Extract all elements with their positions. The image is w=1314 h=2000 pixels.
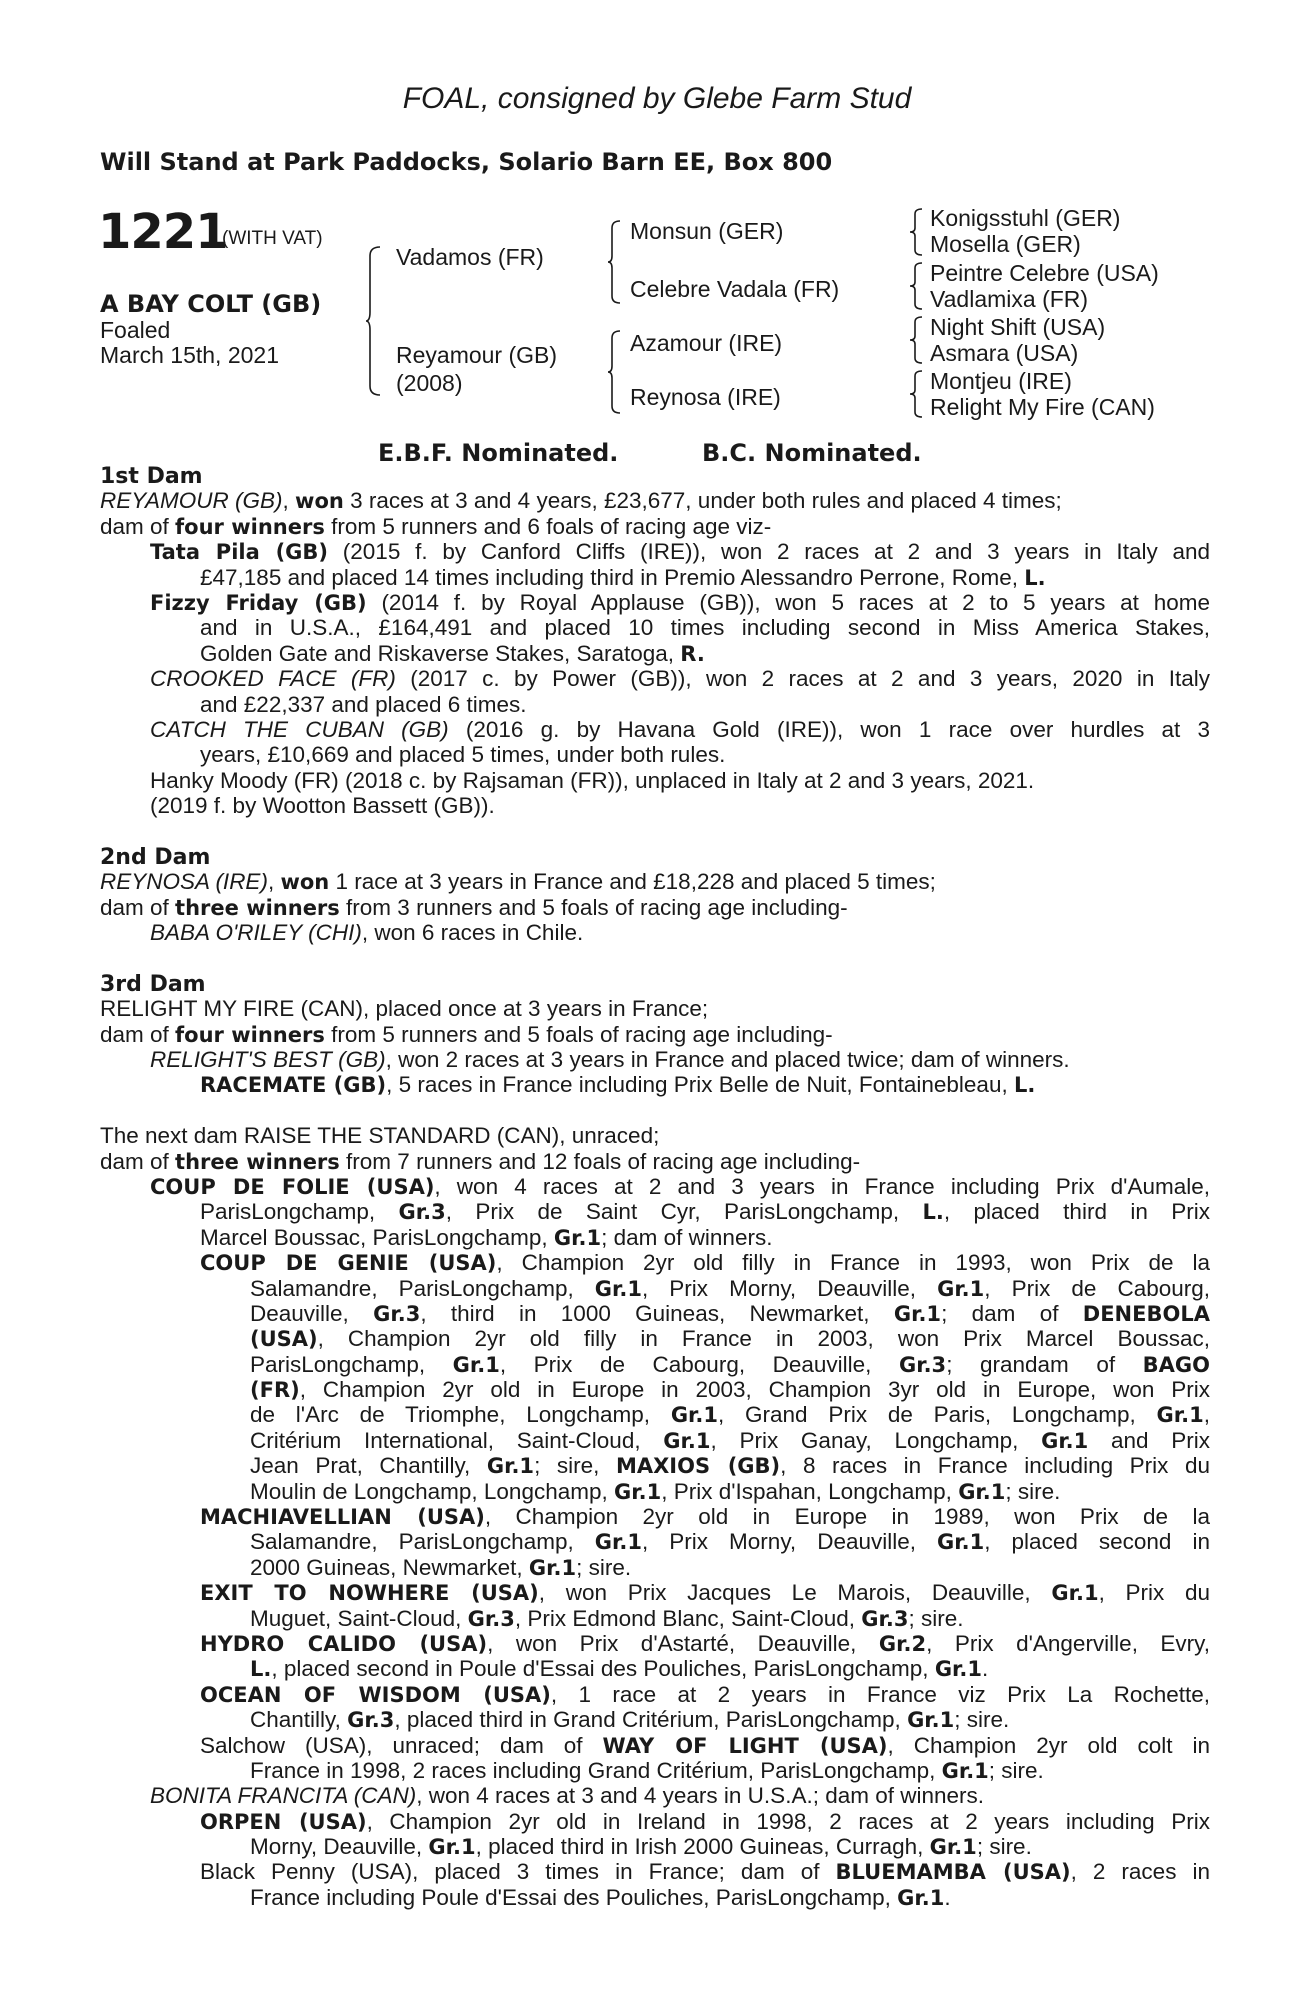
bold-text: OCEAN OF WISDOM (USA) [200,1682,551,1707]
text-run: 2000 Guineas, Newmarket, [250,1554,529,1580]
text-line [100,590,1210,615]
text-run: , placed third in Prix [943,1199,1210,1225]
bold-text: Gr.1 [1041,1428,1089,1453]
pedigree-g3-8: Relight My Fire (CAN) [930,394,1155,420]
pedigree-sire: Vadamos (FR) [396,244,544,270]
text-line [100,920,1210,945]
text-line [100,1352,1210,1377]
text-run: (2015 f. by Canford Cliffs (IRE)), won 2 races at 2 and 3 years in Italy and [328,539,1210,565]
text-run: , 8 races in France including Prix du [780,1453,1210,1479]
text-line [100,463,1210,488]
bold-text: Gr.3 [898,1352,947,1377]
text-line [100,1834,1210,1859]
text-run: , Champion 2yr old in Europe in 1989, won Prix de la [484,1504,1210,1530]
pedigree-g3-5: Night Shift (USA) [930,314,1106,340]
text-run: , 5 races in France including Prix Belle de Nuit, Fontainebleau, [386,1072,1014,1098]
bold-text: Gr.1 [958,1479,1006,1504]
text-run: France including Poule d'Essai des Pouliches, ParisLongchamp, [250,1884,898,1910]
text-run: Marcel Boussac, ParisLongchamp, [200,1224,554,1250]
text-line [100,1250,1210,1275]
text-run: ; sire. [976,1834,1032,1860]
text-line [100,1022,1210,1047]
lot-number: 1221 [98,204,228,260]
bold-text: Gr.1 [670,1403,719,1428]
italic-text: BONITA FRANCITA (CAN) [150,1783,417,1809]
bold-text: HYDRO CALIDO (USA) [200,1631,488,1656]
pedigree-dam: Reyamour (GB) [396,342,558,368]
text-line [100,1656,1210,1681]
bold-text: Gr.2 [878,1631,927,1656]
blank-line [100,1098,1210,1123]
bold-text: four winners [175,514,325,539]
text-line [100,666,1210,691]
bold-text: Gr.1 [907,1708,955,1733]
foaled-label: Foaled [100,317,171,343]
pedigree-brace-main [366,246,382,396]
text-line [100,1733,1210,1758]
text-run: from 3 runners and 5 foals of racing age including- [339,894,848,920]
bold-text: Gr.1 [594,1276,642,1301]
vat-note: (WITH VAT) [222,228,323,249]
text-run: Moulin de Longchamp, Longchamp, [250,1478,614,1504]
text-line [100,1859,1210,1884]
bold-text: BAGO [1142,1352,1210,1377]
text-run: from 5 runners and 6 foals of racing age viz- [324,513,772,539]
pedigree-brace-g3-3 [910,316,924,364]
bold-text: EXIT TO NOWHERE (USA) [200,1581,539,1606]
pedigree-sire-sire: Monsun (GER) [630,218,784,244]
text-line [100,1072,1210,1097]
blank-line [100,818,1210,843]
text-run: (2014 f. by Royal Applause (GB)), won 5 races at 2 to 5 years at home [366,589,1210,615]
text-run: dam of [100,1148,176,1174]
italic-text: CROOKED FACE (FR) [150,666,396,692]
text-run: , Prix de Cabourg, Deauville, [499,1351,899,1377]
text-run: , Prix de Saint Cyr, ParisLongchamp, [445,1199,923,1225]
text-run: Deauville, [250,1300,374,1326]
bold-text: Gr.1 [553,1225,602,1250]
text-run: , Prix d'Angerville, Evry, [926,1630,1210,1656]
text-run: , placed third in Irish 2000 Guineas, Curragh, [475,1834,930,1860]
text-line [100,1682,1210,1707]
bc-nomination: B.C. Nominated. [702,439,922,467]
pedigree-dam-sire: Azamour (IRE) [630,330,783,356]
text-run: ; grandam of [946,1351,1143,1377]
text-line [100,1758,1210,1783]
bold-text: Gr.3 [861,1606,909,1631]
text-run: , Prix Morny, Deauville, [641,1275,938,1301]
pedigree-brace-g3-4 [910,370,924,418]
pedigree-page-body [100,463,1210,1910]
text-run: Muguet, Saint-Cloud, [250,1605,468,1631]
text-run: , won 4 races at 3 and 4 years in U.S.A.; dam of winners. [416,1783,985,1809]
italic-text: BABA O'RILEY (CHI) [150,920,362,946]
text-line [100,793,1210,818]
pedigree-dam-dam: Reynosa (IRE) [630,384,781,410]
text-line [100,742,1210,767]
text-line [100,844,1210,869]
text-run: , [282,488,296,514]
section-heading: 1st Dam [100,464,203,489]
text-run: ParisLongchamp, [200,1199,399,1225]
pedigree-sire-dam: Celebre Vadala (FR) [630,276,840,302]
bold-text: R. [680,641,705,666]
text-run: , 1 race at 2 years in France viz Prix La Rochette, [550,1681,1210,1707]
foaled-date: March 15th, 2021 [100,342,280,368]
text-run: and Prix [1088,1427,1210,1453]
text-run: Golden Gate and Riskaverse Stakes, Saratoga, [200,640,681,666]
text-run: , won 6 races in Chile. [361,920,584,946]
italic-text: REYNOSA (IRE) [100,869,268,895]
text-run: and £22,337 and placed 6 times. [200,691,527,717]
bold-text: Gr.1 [937,1276,985,1301]
text-run: , placed second in Poule d'Essai des Pouliches, ParisLongchamp, [271,1656,935,1682]
bold-text: MACHIAVELLIAN (USA) [200,1505,485,1530]
text-line [100,539,1210,564]
text-run: France in 1998, 2 races including Grand Critérium, ParisLongchamp, [250,1757,942,1783]
pedigree-g3-2: Mosella (GER) [930,231,1081,257]
bold-text: L. [1013,1073,1036,1098]
text-run: , Prix Morny, Deauville, [641,1529,938,1555]
text-line [100,1174,1210,1199]
bold-text: BLUEMAMBA (USA) [835,1860,1071,1885]
bold-text: Gr.1 [1051,1581,1099,1606]
stand-location: Will Stand at Park Paddocks, Solario Barn EE, Box 800 [100,148,833,176]
bold-text: Gr.1 [452,1352,500,1377]
text-run: , [1203,1402,1210,1428]
text-line [100,1453,1210,1478]
text-line [100,1225,1210,1250]
bold-text: Gr.1 [934,1657,983,1682]
pedigree-g3-6: Asmara (USA) [930,340,1079,366]
text-run: , won Prix Jacques Le Marois, Deauville, [538,1580,1052,1606]
section-heading: 2nd Dam [100,844,211,870]
bold-text: Gr.3 [398,1200,446,1225]
text-run: (2019 f. by Wootton Bassett (GB)). [150,793,495,819]
text-run: ; sire. [954,1707,1010,1733]
bold-text: Gr.1 [1156,1403,1204,1428]
text-run: de l'Arc de Triomphe, Longchamp, [250,1402,671,1428]
text-line [100,1809,1210,1834]
text-line [100,1783,1210,1808]
bold-text: Gr.1 [528,1555,577,1580]
text-run: £47,185 and placed 14 times including third in Premio Alessandro Perrone, Rome, [200,564,1025,590]
text-line [100,1402,1210,1427]
pedigree-brace-sire [608,220,622,304]
text-run: ; sire. [1005,1478,1061,1504]
text-run: from 5 runners and 5 foals of racing age including- [324,1021,833,1047]
text-run: years, £10,669 and placed 5 times, under both rules. [200,742,726,768]
lot-description: A BAY COLT (GB) [100,290,322,318]
bold-text: Fizzy Friday (GB) [150,590,367,615]
bold-text: won [280,870,330,895]
pedigree-brace-g3-1 [910,208,924,256]
bold-text: Gr.1 [663,1428,711,1453]
bold-text: won [295,489,344,514]
text-run: ; dam of winners. [601,1224,773,1250]
text-run: dam of [100,513,176,539]
bold-text: Gr.1 [594,1530,642,1555]
text-run: , Champion 2yr old filly in France in 1993, won Prix de la [496,1250,1210,1276]
text-run: Chantilly, [250,1707,348,1733]
bold-text: Gr.1 [893,1301,942,1326]
text-run: Salamandre, ParisLongchamp, [250,1275,595,1301]
text-line [100,1047,1210,1072]
text-line [100,1479,1210,1504]
bold-text: L. [922,1200,944,1225]
text-line [100,971,1210,996]
text-run: (2017 c. by Power (GB)), won 2 races at 2 and 3 years, 2020 in Italy [395,666,1210,692]
text-run: , Champion 2yr old in Europe in 2003, Champion 3yr old in Europe, won Prix [299,1377,1210,1403]
bold-text: Gr.1 [486,1454,535,1479]
text-run: dam of [100,1021,176,1047]
bold-text: Gr.1 [941,1758,989,1783]
bold-text: Gr.1 [937,1530,985,1555]
bold-text: RACEMATE (GB) [200,1073,387,1098]
text-run: , [267,869,281,895]
bold-text: COUP DE FOLIE (USA) [150,1174,435,1199]
text-run: ; sire, [534,1453,616,1479]
bold-text: (USA) [250,1327,318,1352]
text-run: , placed third in Grand Critérium, ParisLongchamp, [394,1707,908,1733]
text-line [100,514,1210,539]
text-run: Critérium International, Saint-Cloud, [250,1427,664,1453]
text-run: ; sire. [988,1757,1044,1783]
text-run: 3 races at 3 and 4 years, £23,677, under both rules and placed 4 times; [343,488,1062,514]
text-run: The next dam RAISE THE STANDARD (CAN), unraced; [100,1123,660,1149]
text-line [100,692,1210,717]
pedigree-brace-g3-2 [910,262,924,310]
bold-text: (FR) [250,1378,300,1403]
text-line [100,1301,1210,1326]
text-run: and in U.S.A., £164,491 and placed 10 times including second in Miss America Stakes, [200,615,1210,641]
text-line [100,1428,1210,1453]
text-line [100,615,1210,640]
text-run: (2016 g. by Havana Gold (IRE)), won 1 race over hurdles at 3 [448,716,1210,742]
text-line [100,1377,1210,1402]
pedigree-g3-4: Vadlamixa (FR) [930,286,1089,312]
italic-text: RELIGHT'S BEST (GB) [150,1046,386,1072]
bold-text: Gr.1 [614,1479,662,1504]
bold-text: MAXIOS (GB) [615,1454,781,1479]
bold-text: Gr.1 [929,1835,977,1860]
text-run: , Champion 2yr old colt in [887,1732,1210,1758]
text-run: Hanky Moody (FR) (2018 c. by Rajsaman (FR)), unplaced in Italy at 2 and 3 years, 2021. [150,767,1035,793]
text-run: Salamandre, ParisLongchamp, [250,1529,595,1555]
text-run: , Champion 2yr old filly in France in 2003, won Prix Marcel Boussac, [317,1326,1210,1352]
text-run: , 2 races in [1070,1859,1210,1885]
pedigree-dam-year: (2008) [396,370,463,396]
text-line [100,641,1210,666]
italic-text: CATCH THE CUBAN (GB) [150,716,449,742]
text-run: , won 2 races at 3 years in France and placed twice; dam of winners. [385,1046,1070,1072]
text-line [100,1504,1210,1529]
consignment-heading: FOAL, consigned by Glebe Farm Stud [402,82,912,115]
text-line [100,768,1210,793]
text-run: , Prix d'Ispahan, Longchamp, [661,1478,959,1504]
pedigree-g3-7: Montjeu (IRE) [930,368,1072,394]
text-line [100,1555,1210,1580]
text-run: ParisLongchamp, [250,1351,453,1377]
bold-text: L. [1024,565,1046,590]
text-line [100,488,1210,513]
bold-text: Gr.1 [897,1885,945,1910]
text-line [100,1885,1210,1910]
text-run: dam of [100,894,176,920]
text-line [100,996,1210,1021]
bold-text: Gr.3 [373,1301,421,1326]
bold-text: DENEBOLA [1082,1301,1210,1326]
text-run: ; sire. [908,1605,964,1631]
text-run: . [982,1656,989,1682]
text-run: , Grand Prix de Paris, Longchamp, [718,1402,1157,1428]
text-line [100,895,1210,920]
bold-text: Gr.1 [428,1835,476,1860]
text-run: , Prix Edmond Blanc, Saint-Cloud, [514,1605,862,1631]
text-run: , third in 1000 Guineas, Newmarket, [420,1300,894,1326]
pedigree-brace-dam [608,330,622,414]
text-run: , Prix du [1098,1580,1210,1606]
text-run: ; dam of [941,1300,1083,1326]
blank-line [100,945,1210,970]
bold-text: three winners [175,1149,340,1174]
italic-text: REYAMOUR (GB) [100,488,283,514]
bold-text: COUP DE GENIE (USA) [200,1251,497,1276]
text-run: . [944,1884,951,1910]
text-line [100,565,1210,590]
pedigree-g3-3: Peintre Celebre (USA) [930,260,1159,286]
text-run: Black Penny (USA), placed 3 times in France; dam of [200,1859,836,1885]
text-line [100,1580,1210,1605]
text-line [100,1707,1210,1732]
bold-text: Gr.3 [467,1606,515,1631]
text-run: , won Prix d'Astarté, Deauville, [487,1630,879,1656]
text-run: from 7 runners and 12 foals of racing age including- [339,1148,861,1174]
text-run: Jean Prat, Chantilly, [250,1453,487,1479]
ebf-nomination: E.B.F. Nominated. [378,439,619,467]
bold-text: L. [250,1657,272,1682]
section-heading: 3rd Dam [100,971,206,997]
text-run: RELIGHT MY FIRE (CAN), placed once at 3 years in France; [100,996,709,1022]
text-run: , won 4 races at 2 and 3 years in France including Prix d'Aumale, [434,1173,1210,1199]
text-run: , Prix de Cabourg, [984,1275,1210,1301]
text-line [100,1123,1210,1148]
bold-text: WAY OF LIGHT (USA) [602,1733,888,1758]
text-line [100,1606,1210,1631]
text-run: 1 race at 3 years in France and £18,228 and placed 5 times; [329,869,936,895]
bold-text: Gr.3 [347,1708,395,1733]
text-line [100,1529,1210,1554]
text-run: , Prix Ganay, Longchamp, [710,1427,1042,1453]
text-line [100,1631,1210,1656]
text-line [100,717,1210,742]
bold-text: three winners [175,895,340,920]
text-line [100,1326,1210,1351]
bold-text: four winners [175,1022,325,1047]
text-line [100,869,1210,894]
pedigree-g3-1: Konigsstuhl (GER) [930,205,1121,231]
bold-text: ORPEN (USA) [200,1809,367,1834]
text-line [100,1199,1210,1224]
text-run: Salchow (USA), unraced; dam of [200,1732,603,1758]
text-run: Morny, Deauville, [250,1834,429,1860]
text-run: , Champion 2yr old in Ireland in 1998, 2 races at 2 years including Prix [366,1808,1210,1834]
text-run: , placed second in [984,1529,1210,1555]
text-line [100,1276,1210,1301]
bold-text: Tata Pila (GB) [150,540,329,565]
text-line [100,1149,1210,1174]
text-run: ; sire. [576,1554,632,1580]
